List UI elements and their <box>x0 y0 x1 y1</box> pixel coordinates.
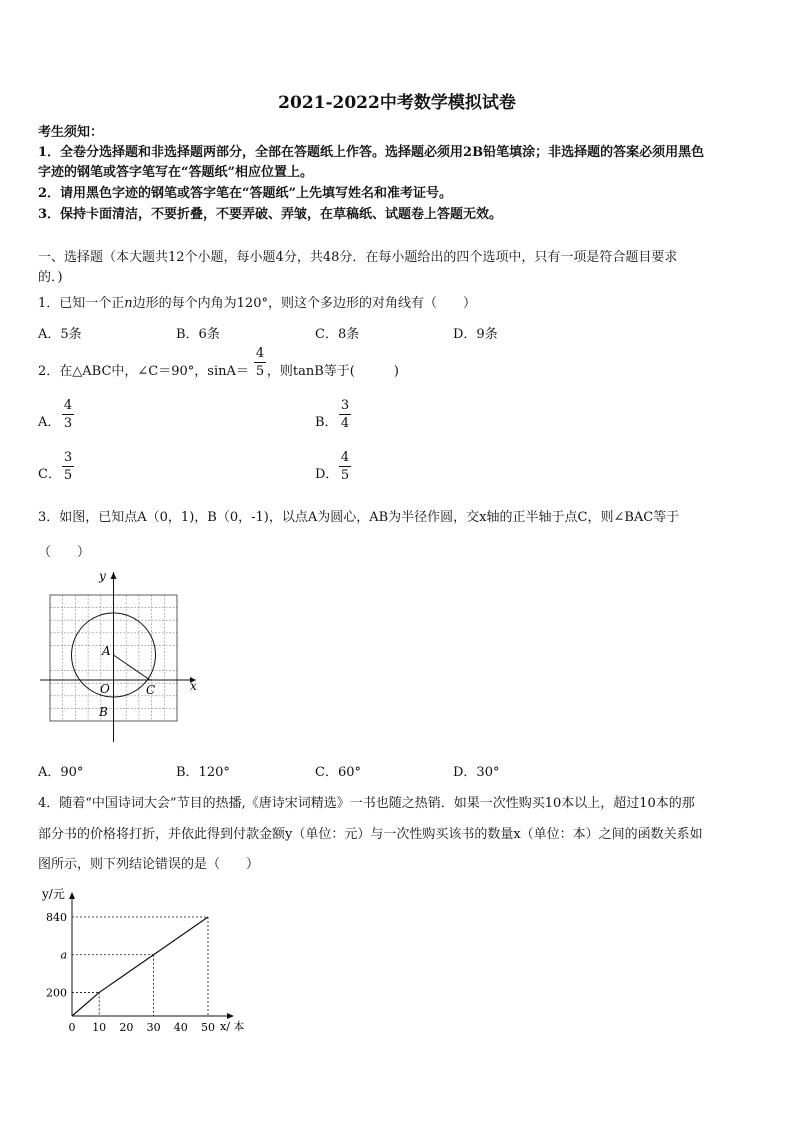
q2-option-a-label: A． <box>38 415 61 430</box>
question-1: 1．已知一个正n边形的每个内角为120°，则这个多边形的对角线有（ ） <box>38 296 476 311</box>
q4-x-label: x/ 本 <box>220 1020 245 1033</box>
question-2: 2．在△ABC中，∠C＝90°，sinA＝ ，则tanB等于( ) <box>38 364 399 379</box>
q4-series-line <box>72 917 208 1016</box>
q1-option-a: A．5条 <box>38 327 82 342</box>
q2-option-d-label: D． <box>315 467 339 482</box>
q2-option-d-fraction: 4 5 <box>340 450 350 483</box>
question-4: 4．随着“中国诗词大会”节目的热播,《唐诗宋词精选》一书也随之热销．如果一次性购买10本以上，超过10本的那 <box>38 796 695 811</box>
section-heading-cont: 的．) <box>38 270 63 285</box>
q4-x-tick-label: 50 <box>201 1021 215 1034</box>
q1-option-c: C．8条 <box>315 327 360 342</box>
question-3: 3．如图，已知点A（0，1)，B（0，-1)，以点A为圆心，AB为半径作圆，交x轴的正半轴于点C，则∠BAC等于 <box>38 510 680 525</box>
q2-option-b-label: B． <box>315 415 338 430</box>
q3-option-d: D．30° <box>453 765 500 780</box>
q3-option-a: A．90° <box>38 765 84 780</box>
q2-fraction: 4 5 <box>255 346 265 379</box>
notice-line: 2．请用黑色字迹的钢笔或答字笔在“答题纸”上先填写姓名和准考证号。 <box>38 186 453 201</box>
q1-option-b: B．6条 <box>176 327 220 342</box>
q4-x-tick-label: 20 <box>119 1021 134 1034</box>
q3-point-a-label: A <box>102 644 111 658</box>
section-heading: 一、选择题（本大题共12个小题，每小题4分，共48分．在每小题给出的四个选项中，只有一项是符合题目要求 <box>38 250 678 265</box>
q4-y-tick-label: a <box>60 948 67 962</box>
q3-option-c: C．60° <box>315 765 361 780</box>
q4-x-tick-label: 10 <box>92 1021 107 1034</box>
notice-heading: 考生须知： <box>38 125 104 140</box>
notice-line: 字迹的钢笔或答字笔写在“答题纸”相应位置上。 <box>38 165 313 180</box>
q4-y-tick-label: 200 <box>46 986 67 1000</box>
question-4-cont2: 图所示，则下列结论错误的是（ ） <box>38 857 260 872</box>
q4-x-tick-label: 30 <box>146 1021 161 1034</box>
q4-y-tick-label: 840 <box>46 911 67 924</box>
q3-figure <box>36 566 206 746</box>
q1-option-d: D．9条 <box>453 327 498 342</box>
q3-origin-label: O <box>100 682 110 696</box>
q3-point-b-label: B <box>99 705 108 719</box>
q4-chart <box>30 880 260 1035</box>
notice-line: 1．全卷分选择题和非选择题两部分，全部在答题纸上作答。选择题必须用2B铅笔填涂；非选择题的答案必须用黑色 <box>38 145 705 160</box>
q3-y-label: y <box>99 569 106 583</box>
q4-x-tick-label: 40 <box>173 1021 188 1034</box>
q3-point-c-label: C <box>146 683 156 697</box>
question-4-cont: 部分书的价格将打折，并依此得到付款金额y（单位：元）与一次性购买该书的数量x（单位：本）之间的函数关系如 <box>38 827 703 842</box>
q4-y-label: y/元 <box>42 887 65 901</box>
q2-option-c-fraction: 3 5 <box>63 450 73 483</box>
q4-x-tick-label: 0 <box>68 1021 76 1034</box>
q3-option-b: B．120° <box>176 765 230 780</box>
page-title: 2021-2022中考数学模拟试卷 <box>278 93 516 113</box>
q2-option-b-fraction: 3 4 <box>340 398 350 431</box>
q2-option-c-label: C． <box>38 467 61 482</box>
notice-line: 3．保持卡面清洁，不要折叠，不要弄破、弄皱，在草稿纸、试题卷上答题无效。 <box>38 207 503 222</box>
q3-x-label: x <box>190 679 197 693</box>
q2-option-a-fraction: 4 3 <box>63 398 73 431</box>
question-3-cont: （ ） <box>38 545 91 560</box>
